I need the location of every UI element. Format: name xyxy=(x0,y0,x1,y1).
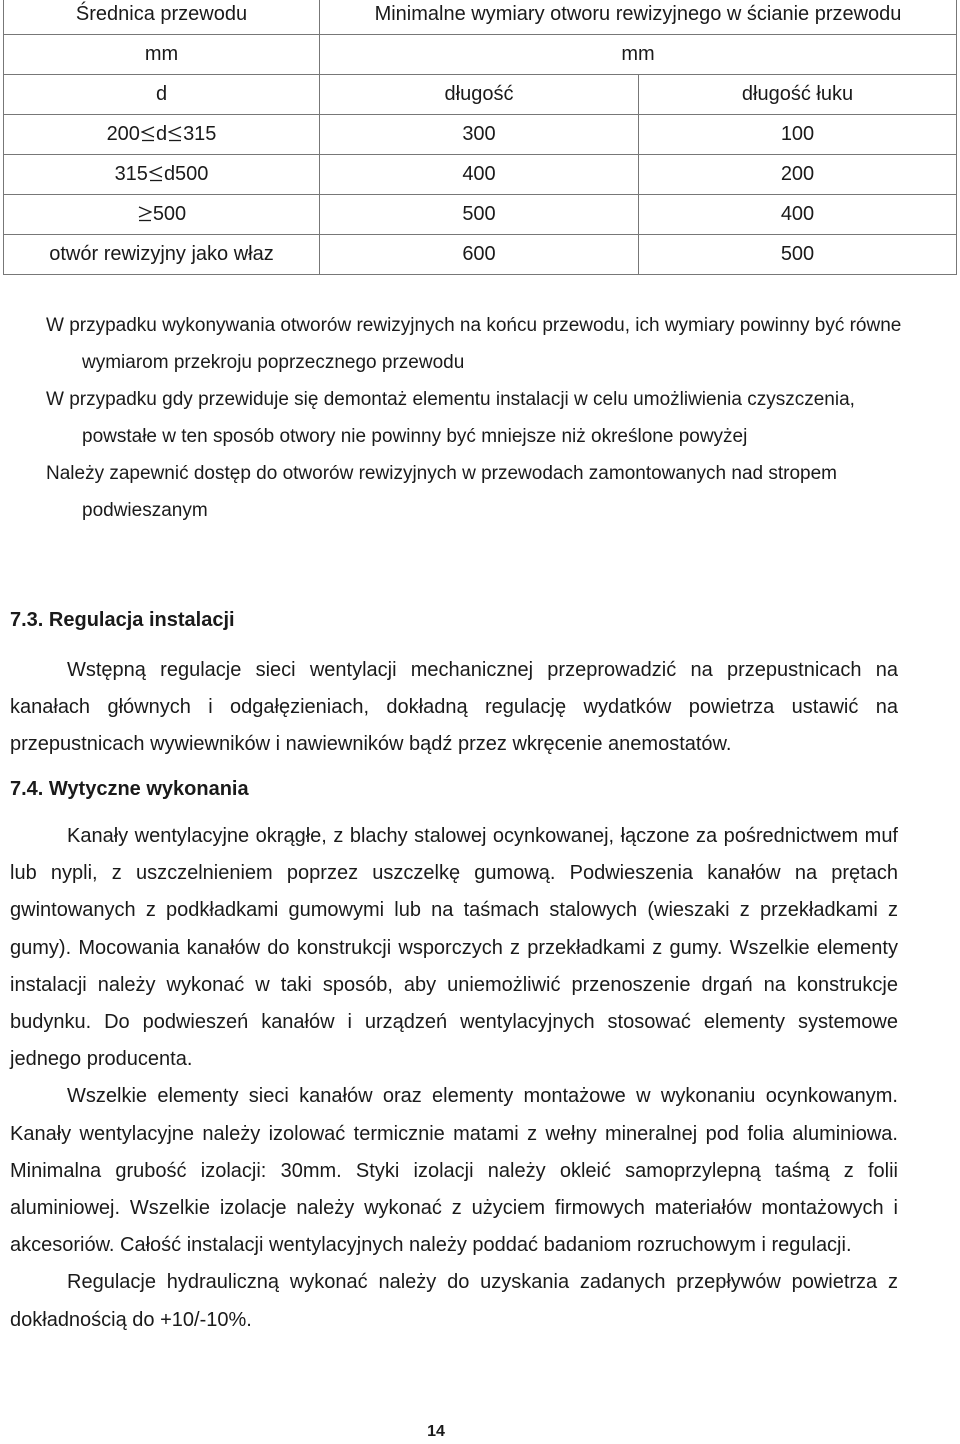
row-arc-length: 200 xyxy=(639,155,957,195)
subheader-length: długość xyxy=(320,75,639,115)
diameter-lower: 200 xyxy=(106,123,140,145)
row-arc-length: 500 xyxy=(639,235,957,275)
page-number: 14 xyxy=(427,1423,445,1440)
row-arc-length: 400 xyxy=(639,195,957,235)
header-min-dimensions: Minimalne wymiary otworu rewizyjnego w ścianie przewodu xyxy=(320,0,957,35)
note-item: Należy zapewnić dostęp do otworów rewizyjnych w przewodach zamontowanych nad stropem podwieszanym xyxy=(46,463,837,521)
greater-or-equal-icon xyxy=(138,206,152,222)
row-diameter xyxy=(4,115,320,155)
diameter-lower: 315 xyxy=(114,163,148,185)
subheader-d: d xyxy=(4,75,320,115)
diameter-upper: 315 xyxy=(183,123,217,145)
note-item: W przypadku gdy przewiduje się demontaż elementu instalacji w celu umożliwienia czyszczenia, powstałe w ten sposób otwory nie powinny być mniejsze niż określone powyżej xyxy=(46,389,855,447)
diameter-range: d500 xyxy=(163,163,209,185)
less-or-equal-icon xyxy=(149,166,163,182)
row-length: 600 xyxy=(320,235,639,275)
table-header-row xyxy=(4,0,957,35)
header-diameter: Średnica przewodu xyxy=(4,0,320,35)
inspection-opening-dimensions-table xyxy=(3,0,957,275)
less-or-equal-icon xyxy=(168,126,182,142)
less-or-equal-icon xyxy=(141,126,155,142)
table-units-row xyxy=(4,35,957,75)
row-length: 400 xyxy=(320,155,639,195)
diameter-var: d xyxy=(155,123,168,145)
note-item: W przypadku wykonywania otworów rewizyjnych na końcu przewodu, ich wymiary powinny być równe wymiarom przekroju poprzecznego przewodu xyxy=(46,315,902,373)
table-notes xyxy=(46,307,906,529)
unit-diameter: mm xyxy=(4,35,320,75)
table-row xyxy=(4,235,957,275)
table-row xyxy=(4,155,957,195)
section-heading: 7.4. Wytyczne wykonania xyxy=(10,778,249,800)
unit-dimensions: mm xyxy=(320,35,957,75)
row-arc-length: 100 xyxy=(639,115,957,155)
diameter-upper: 500 xyxy=(152,203,187,225)
row-length: 300 xyxy=(320,115,639,155)
table-row xyxy=(4,195,957,235)
section-heading: 7.3. Regulacja instalacji xyxy=(10,609,235,631)
row-diameter: otwór rewizyjny jako właz xyxy=(4,235,320,275)
section-paragraph: Wszelkie elementy sieci kanałów oraz elementy montażowe w wykonaniu ocynkowanym. Kanały wentylacyjne należy izolować termicznie matami z wełny mineralnej pod folia aluminiowa. Minimalna grubość izolacji: 30mm. Styki izolacji należy okleić samoprzylepną taśmą z folii aluminiowej. Wszelkie izolacje należy wykonać z użyciem firmowych materiałów montażowych i akcesoriów. Całość instalacji wentylacyjnych należy poddać badaniom rozruchowym i regulacji. xyxy=(10,1085,898,1257)
table-subheader-row xyxy=(4,75,957,115)
table-row xyxy=(4,115,957,155)
subheader-arc-length: długość łuku xyxy=(639,75,957,115)
row-length: 500 xyxy=(320,195,639,235)
section-paragraph: Regulacje hydrauliczną wykonać należy do uzyskania zadanych przepływów powietrza z dokładnością do +10/-10%. xyxy=(10,1271,898,1331)
section-paragraph: Wstępną regulacje sieci wentylacji mechanicznej przeprowadzić na przepustnicach na kanałach głównych i odgałęzieniach, dokładną regulację wydatków powietrza ustawić na przepustnicach wywiewników i nawiewników bądź przez wkręcenie anemostatów. xyxy=(10,659,898,756)
row-diameter xyxy=(4,155,320,195)
section-7-4 xyxy=(10,775,898,1339)
row-diameter xyxy=(4,195,320,235)
section-paragraph: Kanały wentylacyjne okrągłe, z blachy stalowej ocynkowanej, łączone za pośrednictwem muf lub nypli, z uszczelnieniem poprzez uszczelkę gumową. Podwieszenia kanałów na prętach gwintowanych z podkładkami gumowymi lub na taśmach stalowych (wieszaki z przekładkami z gumy). Mocowania kanałów do konstrukcji wsporczych z przekładkami z gumy. Wszelkie elementy instalacji należy wykonać w taki sposób, aby uniemożliwić przenoszenie drgań na konstrukcje budynku. Do podwieszeń kanałów i urządzeń wentylacyjnych stosować elementy systemowe jednego producenta. xyxy=(10,825,898,1071)
section-7-3 xyxy=(10,606,898,764)
